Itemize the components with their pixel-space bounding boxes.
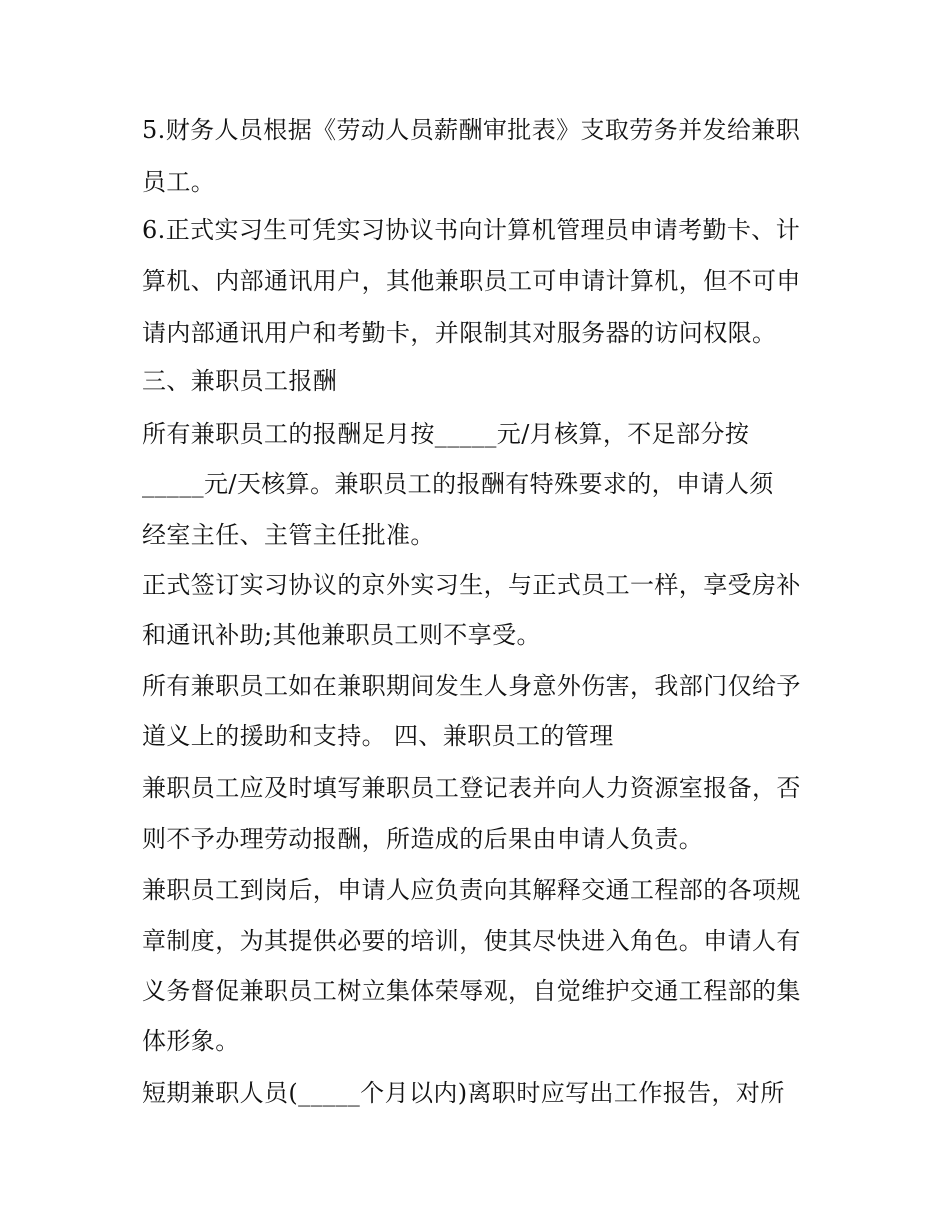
text-line: 短期兼职人员(_____个月以内)离职时应写出工作报告，对所 — [142, 1079, 785, 1107]
text-line: 和通讯补助;其他兼职员工则不享受。 — [142, 621, 541, 649]
text-line: 兼职员工到岗后，申请人应负责向其解释交通工程部的各项规 — [142, 876, 801, 904]
text-line: 体形象。 — [142, 1027, 240, 1055]
text-line: 所有兼职员工如在兼职期间发生人身意外伤害，我部门仅给予 — [142, 672, 801, 700]
text-line: 所有兼职员工的报酬足月按_____元/月核算，不足部分按 — [142, 420, 750, 448]
text-line: 正式签订实习协议的京外实习生，与正式员工一样，享受房补 — [142, 571, 801, 599]
text-line: 道义上的援助和支持。 四、兼职员工的管理 — [142, 722, 614, 750]
section-heading: 三、兼职员工报酬 — [142, 367, 338, 395]
text-line: 章制度，为其提供必要的培训，使其尽快进入角色。申请人有 — [142, 927, 801, 955]
text-line: 义务督促兼职员工树立集体荣辱观，自觉维护交通工程部的集 — [142, 977, 801, 1005]
text-line: 5.财务人员根据《劳动人员薪酬审批表》支取劳务并发给兼职 — [142, 116, 801, 144]
text-line: 算机、内部通讯用户，其他兼职员工可申请计算机，但不可申 — [142, 267, 801, 295]
text-line: 则不予办理劳动报酬，所造成的后果由申请人负责。 — [142, 825, 704, 853]
text-line: _____元/天核算。兼职员工的报酬有特殊要求的，申请人须 — [142, 470, 774, 498]
text-line: 兼职员工应及时填写兼职员工登记表并向人力资源室报备，否 — [142, 774, 801, 802]
text-line: 6.正式实习生可凭实习协议书向计算机管理员申请考勤卡、计 — [142, 216, 801, 244]
text-line: 员工。 — [142, 168, 216, 196]
text-line: 经室主任、主管主任批准。 — [142, 521, 435, 549]
text-line: 请内部通讯用户和考勤卡，并限制其对服务器的访问权限。 — [142, 319, 777, 347]
